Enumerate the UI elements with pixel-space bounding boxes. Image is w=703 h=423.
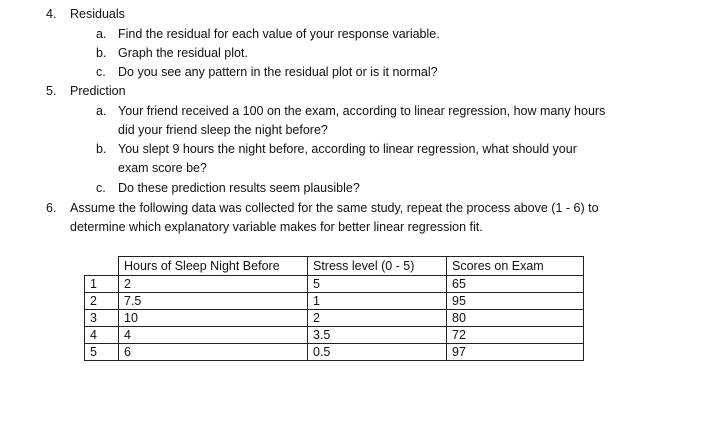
- table-header-index: [85, 257, 119, 276]
- table-row: [85, 276, 584, 293]
- table-cell-index: 2: [85, 293, 119, 310]
- item-4b-letter: b.: [96, 46, 107, 60]
- table-cell-hours: 10: [119, 310, 308, 327]
- table-header-row: [85, 257, 584, 276]
- table-row: [85, 327, 584, 344]
- table-cell-hours: 6: [119, 344, 308, 361]
- item-4c-text: Do you see any pattern in the residual plot or is it normal?: [118, 65, 438, 79]
- table-row: [85, 344, 584, 361]
- table-cell-index: 3: [85, 310, 119, 327]
- item-4a-text: Find the residual for each value of your response variable.: [118, 27, 440, 41]
- sleep-stress-score-table: [84, 256, 584, 361]
- table-cell-stress: 2: [308, 310, 447, 327]
- table-cell-stress: 0.5: [308, 344, 447, 361]
- table-cell-index: 5: [85, 344, 119, 361]
- table-cell-score: 95: [447, 293, 584, 310]
- item-5a-letter: a.: [96, 104, 107, 118]
- table-cell-score: 72: [447, 327, 584, 344]
- table-cell-hours: 7.5: [119, 293, 308, 310]
- section-4-number: 4.: [46, 7, 57, 21]
- item-5b-letter: b.: [96, 142, 107, 156]
- table-cell-hours: 2: [119, 276, 308, 293]
- item-5a-line1: Your friend received a 100 on the exam, according to linear regression, how many hours: [118, 104, 606, 118]
- section-6-line2: determine which explanatory variable makes for better linear regression fit.: [70, 220, 483, 234]
- section-6-number: 6.: [46, 201, 57, 215]
- table-cell-score: 97: [447, 344, 584, 361]
- item-5c-letter: c.: [96, 181, 106, 195]
- table-cell-hours: 4: [119, 327, 308, 344]
- section-5-number: 5.: [46, 84, 57, 98]
- item-5a-line2: did your friend sleep the night before?: [118, 123, 328, 137]
- table-cell-index: 4: [85, 327, 119, 344]
- table-header-stress-level: Stress level (0 - 5): [308, 257, 447, 276]
- section-5-title: Prediction: [70, 84, 126, 98]
- table-cell-stress: 5: [308, 276, 447, 293]
- item-5b-line2: exam score be?: [118, 161, 207, 175]
- item-4b-text: Graph the residual plot.: [118, 46, 248, 60]
- section-6-line1: Assume the following data was collected for the same study, repeat the process above (1 - 6) to: [70, 201, 599, 215]
- table-cell-score: 80: [447, 310, 584, 327]
- section-4-title: Residuals: [70, 7, 125, 21]
- table-cell-stress: 1: [308, 293, 447, 310]
- table-header-scores-on-exam: Scores on Exam: [447, 257, 584, 276]
- table-cell-stress: 3.5: [308, 327, 447, 344]
- table-cell-score: 65: [447, 276, 584, 293]
- item-4a-letter: a.: [96, 27, 107, 41]
- item-5c-text: Do these prediction results seem plausible?: [118, 181, 360, 195]
- table-row: [85, 310, 584, 327]
- table-header-hours-of-sleep: Hours of Sleep Night Before: [119, 257, 308, 276]
- item-4c-letter: c.: [96, 65, 106, 79]
- item-5b-line1: You slept 9 hours the night before, according to linear regression, what should your: [118, 142, 577, 156]
- table-cell-index: 1: [85, 276, 119, 293]
- table-row: [85, 293, 584, 310]
